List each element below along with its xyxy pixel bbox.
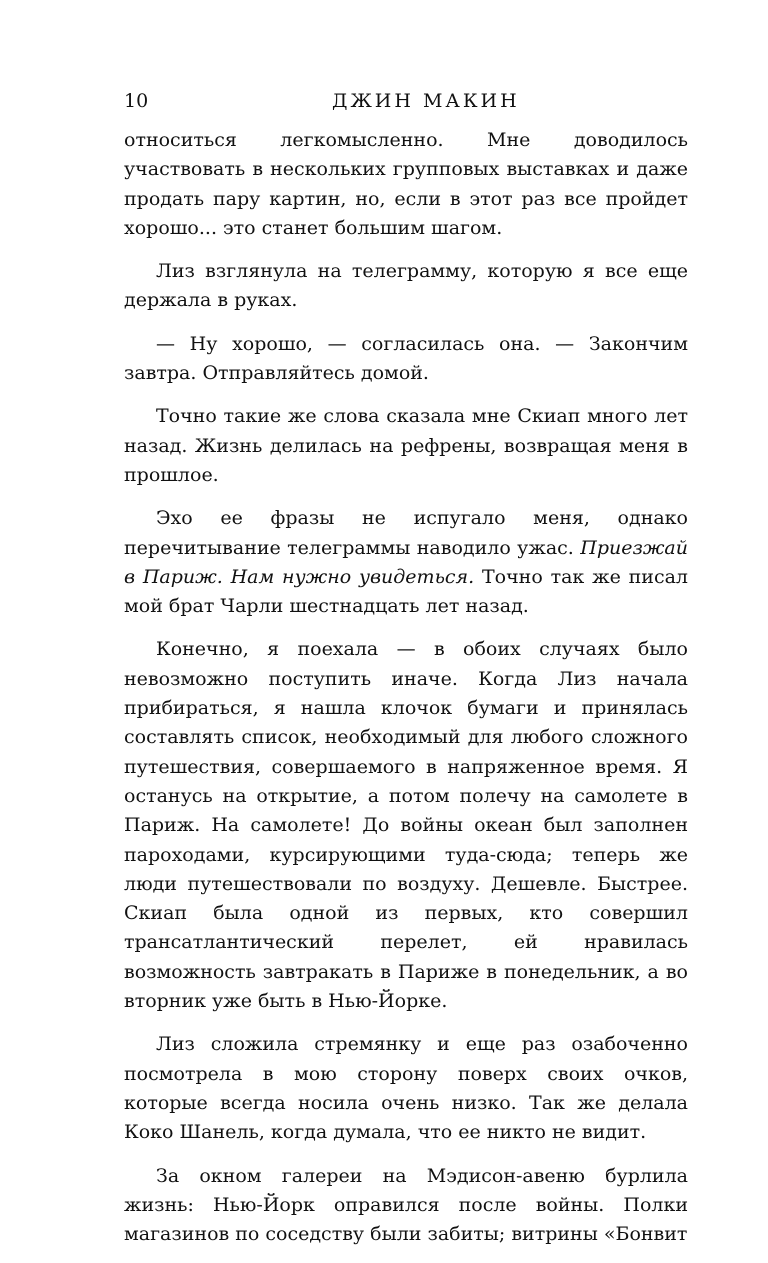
paragraph: За окном галереи на Мэдисон-авеню бурлила жизнь: Нью-Йорк оправился после войны. Полки магазинов по соседству были забиты; витрины «Бонвит: [124, 1164, 688, 1246]
body-text: [124, 126, 688, 1263]
paragraph: относиться легкомысленно. Мне доводилось участвовать в нескольких групповых выставках и даже продать пару картин, но, если в этот раз все пройдет хорошо... это станет большим шагом.: [124, 129, 688, 239]
running-header: [124, 88, 688, 118]
dialogue-paragraph: — Ну хорошо, — согласилась она. — Закончим завтра. Отправляйтесь домой.: [124, 332, 688, 385]
paragraph-text: Точно так же писал мой брат Чарли шестнадцать лет назад.: [124, 565, 688, 618]
page-number: 10: [124, 90, 149, 112]
telegram-quote: Приезжай в Париж. Нам нужно увидеться.: [124, 536, 688, 588]
paragraph: Точно такие же слова сказала мне Скиап много лет назад. Жизнь делилась на рефрены, возвращая меня в прошлое.: [124, 405, 688, 486]
paragraph: Лиз взглянула на телеграмму, которую я все еще держала в руках.: [124, 260, 688, 312]
paragraph: Конечно, я поехала — в обоих случаях было невозможно поступить иначе. Когда Лиз начала прибираться, я нашла клочок бумаги и принялась составлять список, необходимый для любого сложного путешествия, совершаемого в напряженное время. Я останусь на открытие, а потом полечу на самолете в Париж. На самолете! До войны океан был заполнен пароходами, курсирующими туда-сюда; теперь же люди путешествовали по воздуху. Дешевле. Быстрее. Скиап была одной из первых, кто совершил трансатлантический перелет, ей нравилась возможность завтракать в Париже в понедельник, а во вторник уже быть в Нью-Йорке.: [124, 638, 688, 1013]
paragraph-text: Эхо ее фразы не испугало меня, однако перечитывание телеграммы наводило ужас.: [124, 507, 688, 559]
paragraph: [124, 504, 688, 621]
author-name: ДЖИН МАКИН: [332, 90, 520, 112]
paragraph: Лиз сложила стремянку и еще раз озабоченно посмотрела в мою сторону поверх своих очков, которые всегда носила очень низко. Так же делала Коко Шанель, когда думала, что ее никто не видит.: [124, 1033, 688, 1144]
